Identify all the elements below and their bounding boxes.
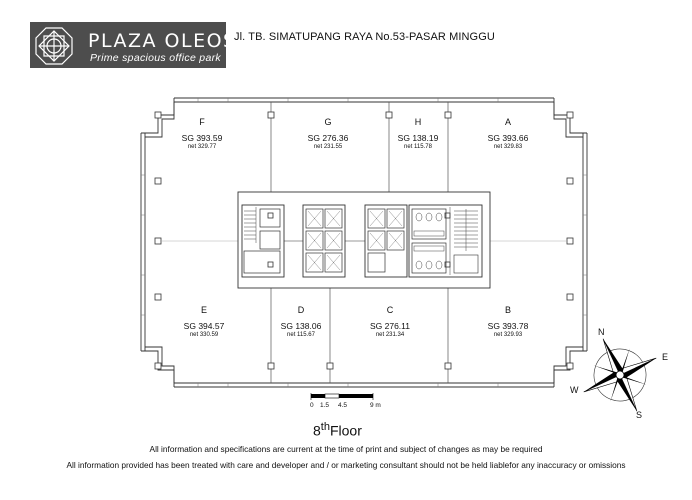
address: Jl. TB. SIMATUPANG RAYA No.53-PASAR MINGGU — [234, 31, 495, 43]
disclaimer-line: All information provided has been treated with care and developer and / or marketing consultant should not be held liablefor any inaccuracy or omissions — [66, 460, 626, 470]
compass-rose — [566, 325, 676, 425]
unit-net-area: net 115.67 — [287, 332, 315, 338]
unit-letter: F — [199, 117, 205, 127]
compass-east-label: E — [662, 352, 669, 362]
unit-letter: H — [414, 117, 422, 127]
floor-word: Floor — [329, 422, 362, 439]
disclaimer-line: All information and specifications are current at the time of print and subject of changes as may be required — [149, 444, 543, 454]
unit-net-area: net 330.59 — [189, 332, 219, 338]
floor-number: 8 — [313, 422, 321, 439]
unit-b — [478, 305, 538, 339]
floor-plan — [138, 95, 590, 390]
unit-letter: B — [504, 305, 511, 315]
scale-tick: 1.5 — [320, 402, 330, 409]
unit-a — [478, 117, 538, 151]
unit-d — [271, 305, 331, 339]
unit-sg-area: SG 276.36 — [307, 132, 349, 143]
brand-tagline: Prime spacious office park — [90, 52, 221, 64]
unit-h — [388, 117, 448, 151]
unit-c — [360, 305, 420, 339]
brand-logo — [30, 22, 237, 68]
unit-sg-area: SG 394.57 — [183, 320, 225, 331]
scale-tick: 4.5 — [338, 402, 348, 409]
unit-e — [174, 305, 234, 339]
unit-g — [298, 117, 358, 151]
unit-sg-area: SG 393.66 — [487, 132, 529, 143]
unit-sg-area: SG 393.59 — [181, 132, 223, 143]
unit-letter: D — [297, 305, 305, 315]
floor-suffix: th — [320, 421, 330, 433]
compass-west-label: W — [570, 385, 579, 395]
unit-net-area: net 115.78 — [404, 144, 432, 150]
unit-net-area: net 329.77 — [187, 144, 217, 150]
brand-name: PLAZA OLEOS — [88, 30, 237, 52]
unit-sg-area: SG 138.19 — [397, 132, 439, 143]
unit-net-area: net 231.34 — [375, 332, 405, 338]
scale-bar-graphic — [310, 393, 390, 402]
unit-letter: C — [386, 305, 394, 315]
unit-sg-area: SG 276.11 — [369, 320, 410, 331]
unit-sg-area: SG 393.78 — [487, 320, 529, 331]
unit-net-area: net 329.83 — [493, 144, 523, 150]
scale-tick: 0 — [310, 402, 314, 409]
compass-north-label: N — [598, 327, 605, 337]
unit-letter: A — [504, 117, 511, 127]
compass-south-label: S — [636, 410, 643, 420]
unit-net-area: net 231.55 — [313, 144, 343, 150]
floor-label — [313, 421, 362, 439]
logo-emblem-icon — [33, 25, 75, 67]
unit-letter: E — [200, 305, 207, 315]
scale-tick: 9 m — [370, 402, 381, 409]
unit-sg-area: SG 138.06 — [280, 320, 322, 331]
unit-net-area: net 329.93 — [493, 332, 523, 338]
compass-rose-icon — [566, 325, 676, 425]
scale-bar — [310, 393, 390, 413]
unit-f — [172, 117, 232, 151]
unit-letter: G — [324, 117, 332, 127]
